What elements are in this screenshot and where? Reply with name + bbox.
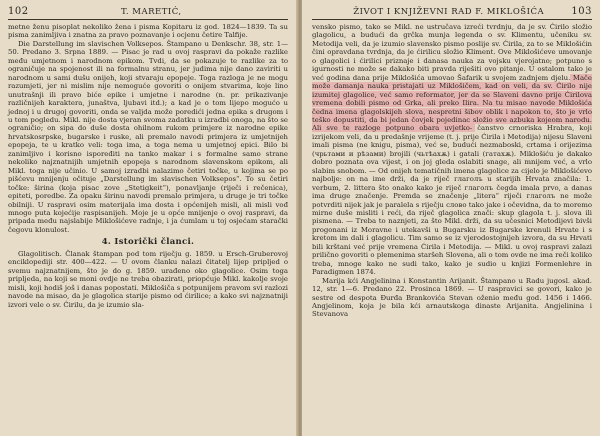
right-running-head: ŽIVOT I KNJIŽEVNI RAD F. MIKLOŠIĆA xyxy=(353,7,545,17)
paragraph: Die Darstellung im slavischen Volksepos. Štampano u Denkschr. 38, str. 1—50. Predano 3. Srpna 1889. — Pisac je rad u ovoj raspravi da pokaže razlike među umjetnom i narodnom epikom. Tvdi, da se pokazuje te razlike za to ograničuje na spojenost ili na formalnu stranu, jer judima nije dano zaviriti u narodnom u sami dušu onijeh, koji stvaraju epopeje. Toga razloga je ne mogu razumjeti, jer ni mislim nije nemoguće govoriti o onijem stvarima, koje lino unutrašnji ili pravo biće epike i umjetne i narodne (n. pr. prikazivanje različnijeh karaktera, junaštva, ljubavi itd.); a kad je o tom lijepo mogućo u jednoj i u drugoj govoriti, onda se valjda može poredići jedna epika s drugom i u tom pogledu. Mikl. nije dosta vjeran svoma zadatku u izradbi onoga, na što se ograničio; on sipa do duše dosta ohilnom rukom primjere iz narodne epike hrvatskosrpske, bugarske i ruske, ali premalo navodi primjera iz umjetnijeh epopeja, te u kratko veli: toga ima, a toga nema u umjetnoj epici. Bilo bi zanimljivo i korisno ispoređiti na tanko makar i s formalne samo strane nekoliko najznatnijih umjetnih epopeja s narodnom slavenskom epikom, ali Mikl. toga nije učinio. U samoj izradbi nalazimo četiri točke, u kojima se po pišćevu mnijenju očituje „Darstellung im slavischen Volksepos“. To su četiri točke: širina (koja pisac zove „Stetigkeit“), ponavljanje (riječi i rečenica), epiteti, poredbe. Za opaku širinu navodi premalo primjera, u druge je tri točke obilniji. U raspravi osim materijala ima dosta i općenijeh misli, ali misli vođ mnogo puta kojećije raspisanijeh. Moje je u opće mnijenje o ovoj raspravi, da pripada među najslabije Miklošićeve radnje, i ja ćumlam u toj osjećam starački čegovu klonulost. xyxy=(8,39,288,234)
paragraph: Glagolitisch. Članak štampan pod tom riječju g. 1859. u Ersch-Gruberovoj enciklopediji str. 400—422. — U ovom članku nalazi čitatelj lijep pripljed o svemu najznatnijem, što je do g. 1859. urađeno oko glagolice. Osim toga pripljeda, na koji se moni ovdje ne treba obazirati, priopćuje Mikl. kakolje svoje misli, koji hodiš još i danas popostati. Miklošiča s potpunijem pravom svi razlozi navode na misao, da je glagolica starije pismo od ćirilice; a kako svi najznatniji izvori vele o sv. Ćirilu, da je izumio sla- xyxy=(8,249,288,309)
paragraph-start xyxy=(312,23,592,277)
section-title: 4. Istorički članci. xyxy=(101,237,195,248)
right-page-header xyxy=(312,6,592,20)
left-page xyxy=(0,0,298,436)
left-page-header xyxy=(8,6,288,20)
right-page xyxy=(302,0,600,436)
left-page-body xyxy=(8,23,288,309)
highlighted-passage: Mače može damanja nauka pristajati uz Miklošičem, kad on veli, da sv. Ćirilo nije izumitej glagolice, već samo reformator, jer da se Slaveni davno prije Ćirilova vremena dobili pismo od Grka, ali preko Ilira. Na tu misao navode Miklošića čedna imena glagolskijeh slova, nespretni šibov oblik i napokon to, što je vrlo teško dopustiti, da bi jedan čovjek pojedinac složio sve azbuka kojeom narodu. Ali sve te razloge potpuno obara uvjetko- xyxy=(312,73,592,133)
right-page-body xyxy=(312,23,592,319)
paragraph: metne ženu pisoplat nekoliko žena i pisma Kopitaru iz god. 1824—1839. Ta su pisma zanimljiva i znatna za pravo poznavanje i ocjenu četire Talfije. xyxy=(8,23,288,40)
left-running-head: T. MARETIĆ, xyxy=(120,7,182,17)
text-run: čanstvo crnoriska Hrabra, koji izrijekom veli, da u predašnje vrijeme (t. j. prije Ćirila i Metodija) nijesu Slaveni imali pisma (ne knigu, pisma), već se, budući nezmaboski, crtama i orijezima (чрьтами и рѣзами) brojili (чьтѣахѫ) i gatali (гатахѫ). Miklošiću je dakako dobro poznata ova vijest, i on joj gleda oslabiti snage, ali mnijem već, a vrlo slabim snobom. — Od onijeh tematičnih imena glagolice za cijelo je Miklošićevo najbolje: on na ime drži, da je riječ глаголъ u starijih Hrvata značila: 1. verbum, 2. littera što onako kako je riječ глаголъ čegda imala prvo, a danas ima druge značenje. Premda se značenje „litera“ riječi глаголъ ne može potvrditi nijek jak je paralela s riječju слово tako jake i očevidna, da to moremo mirne duše misliti i reći, da riječ glagolica znači: skup glagola t. j. slova ili pismena. — Treba to naznjeti, za što Mikl. drži, da su učesnici Metodijevi bivši progonani iz Moravne i utekavši u Bugarsku iz Bugarske krenuli Hrvate i s kretom im dali i glagolicu. Tim samo se iz vjerodostojnijeh izvora, da su Hrvati bili krštani već prije vremena Ćirila i Metodija. — Mikl. u ovoj raspravi zalazi prilično govoriti o plemenima staršeh Slovena, ali o tom ovde ne ima reči koliko treba, mnoge kako ne sudi tako, kako je sudio u knjizi Formenlehre in Paradigmen 1874. xyxy=(312,124,592,277)
paragraph: Marija kći Angjelinina i Konstantin Arijanit. Štampano u Radu jugosl. akad. 12, str. 1—6. Predano 22. Prosinca 1869. — U raspravici se govori, kako je sestre od despota Đurđa Brankovića Stevan oženio među god. 1456 i 1466. Angjelinom, koja je bila kći arnautskoga dinaste Arijanita. Angjelinina i Stevanova xyxy=(312,276,592,319)
text-run: vensko pismo, tako se Mikl. ne ustručava izreći tvrdnju, da je sv. Ćirilo složio glagolicu, a budući da grčka munja legenda o sv. Klimentu, učeniku sv. Metodija veli, da je izumio slavensko pismo poslije sv. Ćirila, za to se Miklošićin čini opravdana tvrdnja, da je ćirilicu složio Kliment. Ove Miklošićeve umovanje o glagolici i ćirilici priznaje i danasa nauka za vojsku vjerojatno; potpuno s igurnosti ne može se dakako biti pravda riješiti ovo pitanje. U ostalom tako je već godina dana prije Miklošića umovao Šafarik u svojem zadnjem djelu. xyxy=(312,23,592,82)
right-page-number: 103 xyxy=(571,6,592,17)
left-page-number: 102 xyxy=(8,6,29,17)
